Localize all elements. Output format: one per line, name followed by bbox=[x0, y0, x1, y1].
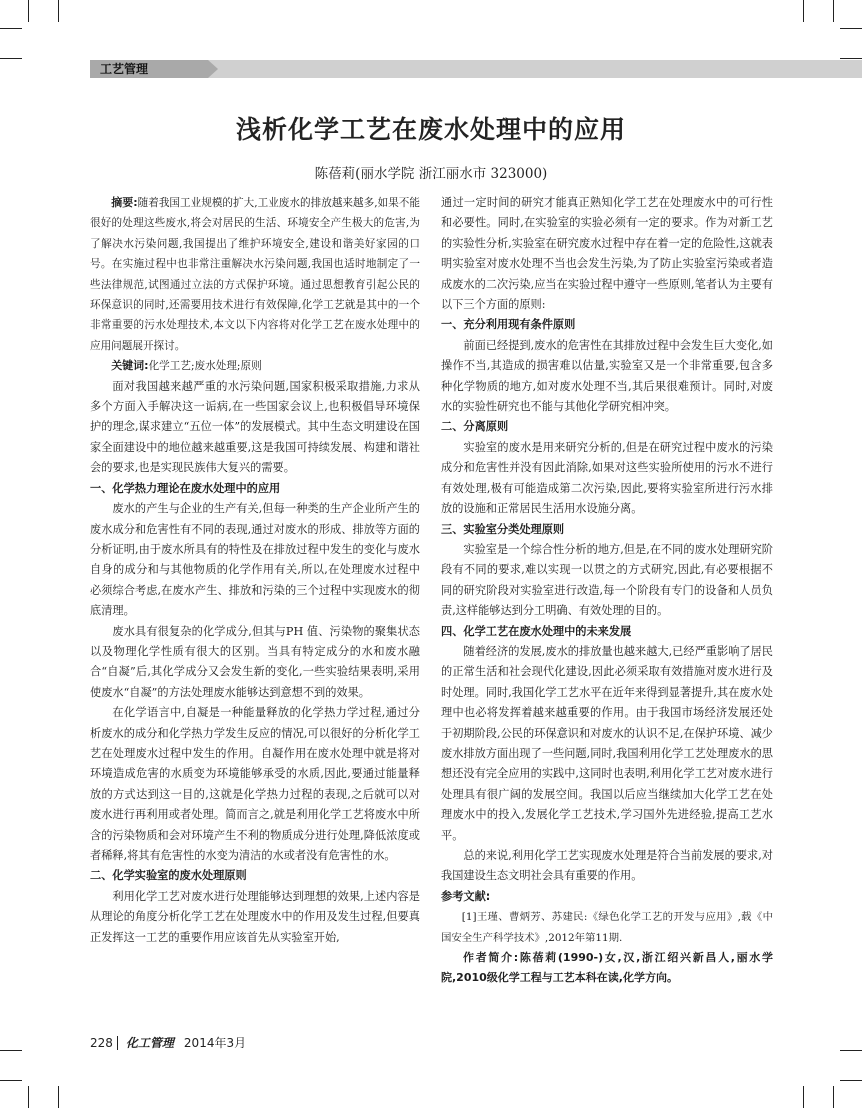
page-footer bbox=[90, 1034, 246, 1051]
abstract-label: 摘要: bbox=[111, 196, 138, 209]
keywords bbox=[90, 356, 420, 376]
issue-date: 2014年3月 bbox=[183, 1036, 247, 1050]
section-heading: 一、化学热力理论在废水处理中的应用 bbox=[90, 481, 281, 495]
crop-mark bbox=[58, 1086, 59, 1108]
reference-item: [1]王瑾、曹炳芳、苏建民:《绿色化学工艺的开发与应用》,载《中国安全生产科学技术》,2012年第11期. bbox=[441, 911, 773, 944]
crop-mark bbox=[0, 1050, 22, 1051]
body-paragraph: 废水的产生与企业的生产有关,但每一种类的生产企业所产生的废水成分和危害性有不同的表现,通过对废水的形成、排放等方面的分析证明,由于废水所具有的特性及在排放过程中发生的变化与废水自身的成分和与其他物质的化学作用有关,所以,在处理废水过程中必须综合考虑,在废水产生、排放和污染的三个过程中实现废水的彻底清理。 bbox=[90, 502, 420, 618]
intro-paragraph: 面对我国越来越严重的水污染问题,国家积极采取措施,力求从多个方面入手解决这一诟病,在一些国家会议上,也积极倡导环境保护的理念,谋求建立“五位一体”的发展模式。其中生态文明建设在国家全面建设中的地位越来越重要,这是我国可持续发展、构建和谐社会的要求,也是实现民族伟大复兴的需要。 bbox=[90, 379, 420, 475]
left-column bbox=[90, 193, 420, 948]
conclusion-paragraph: 总的来说,利用化学工艺实现废水处理是符合当前发展的要求,对我国建设生态文明社会具有重要的作用。 bbox=[441, 849, 773, 883]
references-heading: 参考文献: bbox=[441, 889, 491, 903]
crop-mark bbox=[840, 58, 862, 59]
crop-mark bbox=[803, 0, 804, 22]
crop-mark bbox=[0, 1080, 22, 1081]
subsection-heading: 三、实验室分类处理原则 bbox=[441, 522, 565, 536]
body-paragraph: 随着经济的发展,废水的排放量也越来越大,已经严重影响了居民的正常生活和社会现代化建设,因此必须采取有效措施对废水进行及时处理。同时,我国化学工艺水平在近年来得到显著提升,其在废水处理中也必将发挥着越来越重要的作用。由于我国市场经济发展还处于初期阶段,公民的环保意识和对废水的认识不足,在保护环境、减少废水排放方面出现了一些问题,同时,我国利用化学工艺处理废水的思想还没有完全应用的实践中,这同时也表明,利用化学工艺对废水进行处理具有很广阔的发展空间。我国以后应当继续加大化学工艺在处理废水中的投入,发展化学工艺技术,学习国外先进经验,提高工艺水平。 bbox=[441, 644, 773, 842]
crop-mark bbox=[28, 1086, 29, 1108]
crop-mark bbox=[840, 1080, 862, 1081]
author-bio: 作者简介:陈蓓莉(1990-)女,汉,浙江绍兴新昌人,丽水学院,2010级化学工程与工艺本科在读,化学方向。 bbox=[441, 951, 773, 985]
journal-name: 化工管理 bbox=[125, 1036, 174, 1050]
body-paragraph: 实验室的废水是用来研究分析的,但是在研究过程中废水的污染成分和危害性并没有因此消除,如果对这些实验所使用的污水不进行有效处理,极有可能造成第二次污染,因此,要将实验室所进行污水排放的设施和正常居民生活用水设施分离。 bbox=[441, 440, 773, 516]
crop-mark bbox=[0, 58, 22, 59]
crop-mark bbox=[840, 1050, 862, 1051]
crop-mark bbox=[840, 28, 862, 29]
page-number: 228 bbox=[90, 1036, 118, 1050]
subsection-heading: 二、分离原则 bbox=[441, 420, 509, 434]
body-paragraph: 前面已经提到,废水的危害性在其排放过程中会发生巨大变化,如操作不当,其造成的损害难以估量,实验室又是一个非常重要,包含多种化学物质的地方,如对废水处理不当,其后果很难预计。同时,对废水的实验性研究也不能与其他化学研究相冲突。 bbox=[441, 338, 773, 414]
crop-mark bbox=[0, 28, 22, 29]
crop-mark bbox=[803, 1086, 804, 1108]
crop-mark bbox=[833, 1086, 834, 1108]
body-paragraph: 在化学语言中,自凝是一种能量释放的化学热力学过程,通过分析废水的成分和化学热力学发生反应的情况,可以很好的分析化学工艺在处理废水过程中发生的作用。自凝作用在废水处理中就是将对环境造成危害的水质变为环境能够承受的水质,因此,要通过能量释放的方式达到这一目的,这就是化学热力过程的表现,之后就可以对废水进行再利用或者处理。简而言之,就是利用化学工艺将废水中所含的污染物质和会对环境产生不利的物质成分进行处理,降低浓度或者稀释,将其有危害性的水变为清洁的水或者没有危害性的水。 bbox=[90, 706, 420, 862]
section-heading: 四、化学工艺在废水处理中的未来发展 bbox=[441, 624, 632, 638]
abstract bbox=[90, 193, 420, 356]
subsection-heading: 一、充分利用现有条件原则 bbox=[441, 318, 576, 332]
body-paragraph: 通过一定时间的研究才能真正熟知化学工艺在处理废水中的可行性和必要性。同时,在实验室的实验必须有一定的要求。作为对新工艺的实验性分析,实验室在研究废水过程中存在着一定的危险性,这就表明实验室对废水处理不当也会发生污染,为了防止实验室污染或者造成废水的二次污染,应当在实验过程中遵守一些原则,笔者认为主要有以下三个方面的原则: bbox=[441, 196, 773, 312]
body-paragraph: 实验室是一个综合性分析的地方,但是,在不同的废水处理研究阶段有不同的要求,难以实现一以贯之的方式研究,因此,有必要根据不同的研究阶段对实验室进行改造,每一个阶段有专门的设备和人员负责,这样能够达到分工明确、有效处理的目的。 bbox=[441, 542, 773, 618]
keywords-text: 化学工艺;废水处理;原则 bbox=[148, 360, 262, 373]
section-heading: 二、化学实验室的废水处理原则 bbox=[90, 869, 247, 883]
crop-mark bbox=[833, 0, 834, 22]
article-title: 浅析化学工艺在废水处理中的应用 bbox=[235, 115, 626, 144]
section-tag-arrow bbox=[208, 60, 218, 78]
crop-mark bbox=[28, 0, 29, 22]
author-line: 陈蓓莉(丽水学院 浙江丽水市 323000) bbox=[314, 166, 548, 182]
abstract-text: 随着我国工业规模的扩大,工业废水的排放越来越多,如果不能很好的处理这些废水,将会对居民的生活、环境安全产生极大的危害,为了解决水污染问题,我国提出了维护环境安全,建设和谐美好家园的口号。在实施过程中也非常注重解决水污染问题,我国也适时地制定了一些法律规范,试图通过立法的方式保护环境。通过思想教育引起公民的环保意识的同时,还需要用技术进行有效保障,化学工艺就是其中的一个非常重要的污水处理技术,本文以下内容将对化学工艺在废水处理中的应用问题展开探讨。 bbox=[90, 197, 420, 352]
section-tag: 工艺管理 bbox=[100, 62, 149, 76]
body-paragraph: 利用化学工艺对废水进行处理能够达到理想的效果,上述内容是从理论的角度分析化学工艺在处理废水中的作用及发生过程,但要真正发挥这一工艺的重要作用应该首先从实验室开始, bbox=[90, 889, 420, 944]
body-paragraph: 废水具有很复杂的化学成分,但其与PH 值、污染物的聚集状态以及物理化学性质有很大的区别。当具有特定成分的水和废水融合“自凝”后,其化学成分又会发生新的变化,一些实验结果表明,采用使废水“自凝”的方法处理废水能够达到意想不到的效果。 bbox=[90, 624, 420, 699]
crop-mark bbox=[58, 0, 59, 22]
right-column bbox=[441, 193, 773, 989]
keywords-label: 关键词: bbox=[111, 359, 149, 373]
